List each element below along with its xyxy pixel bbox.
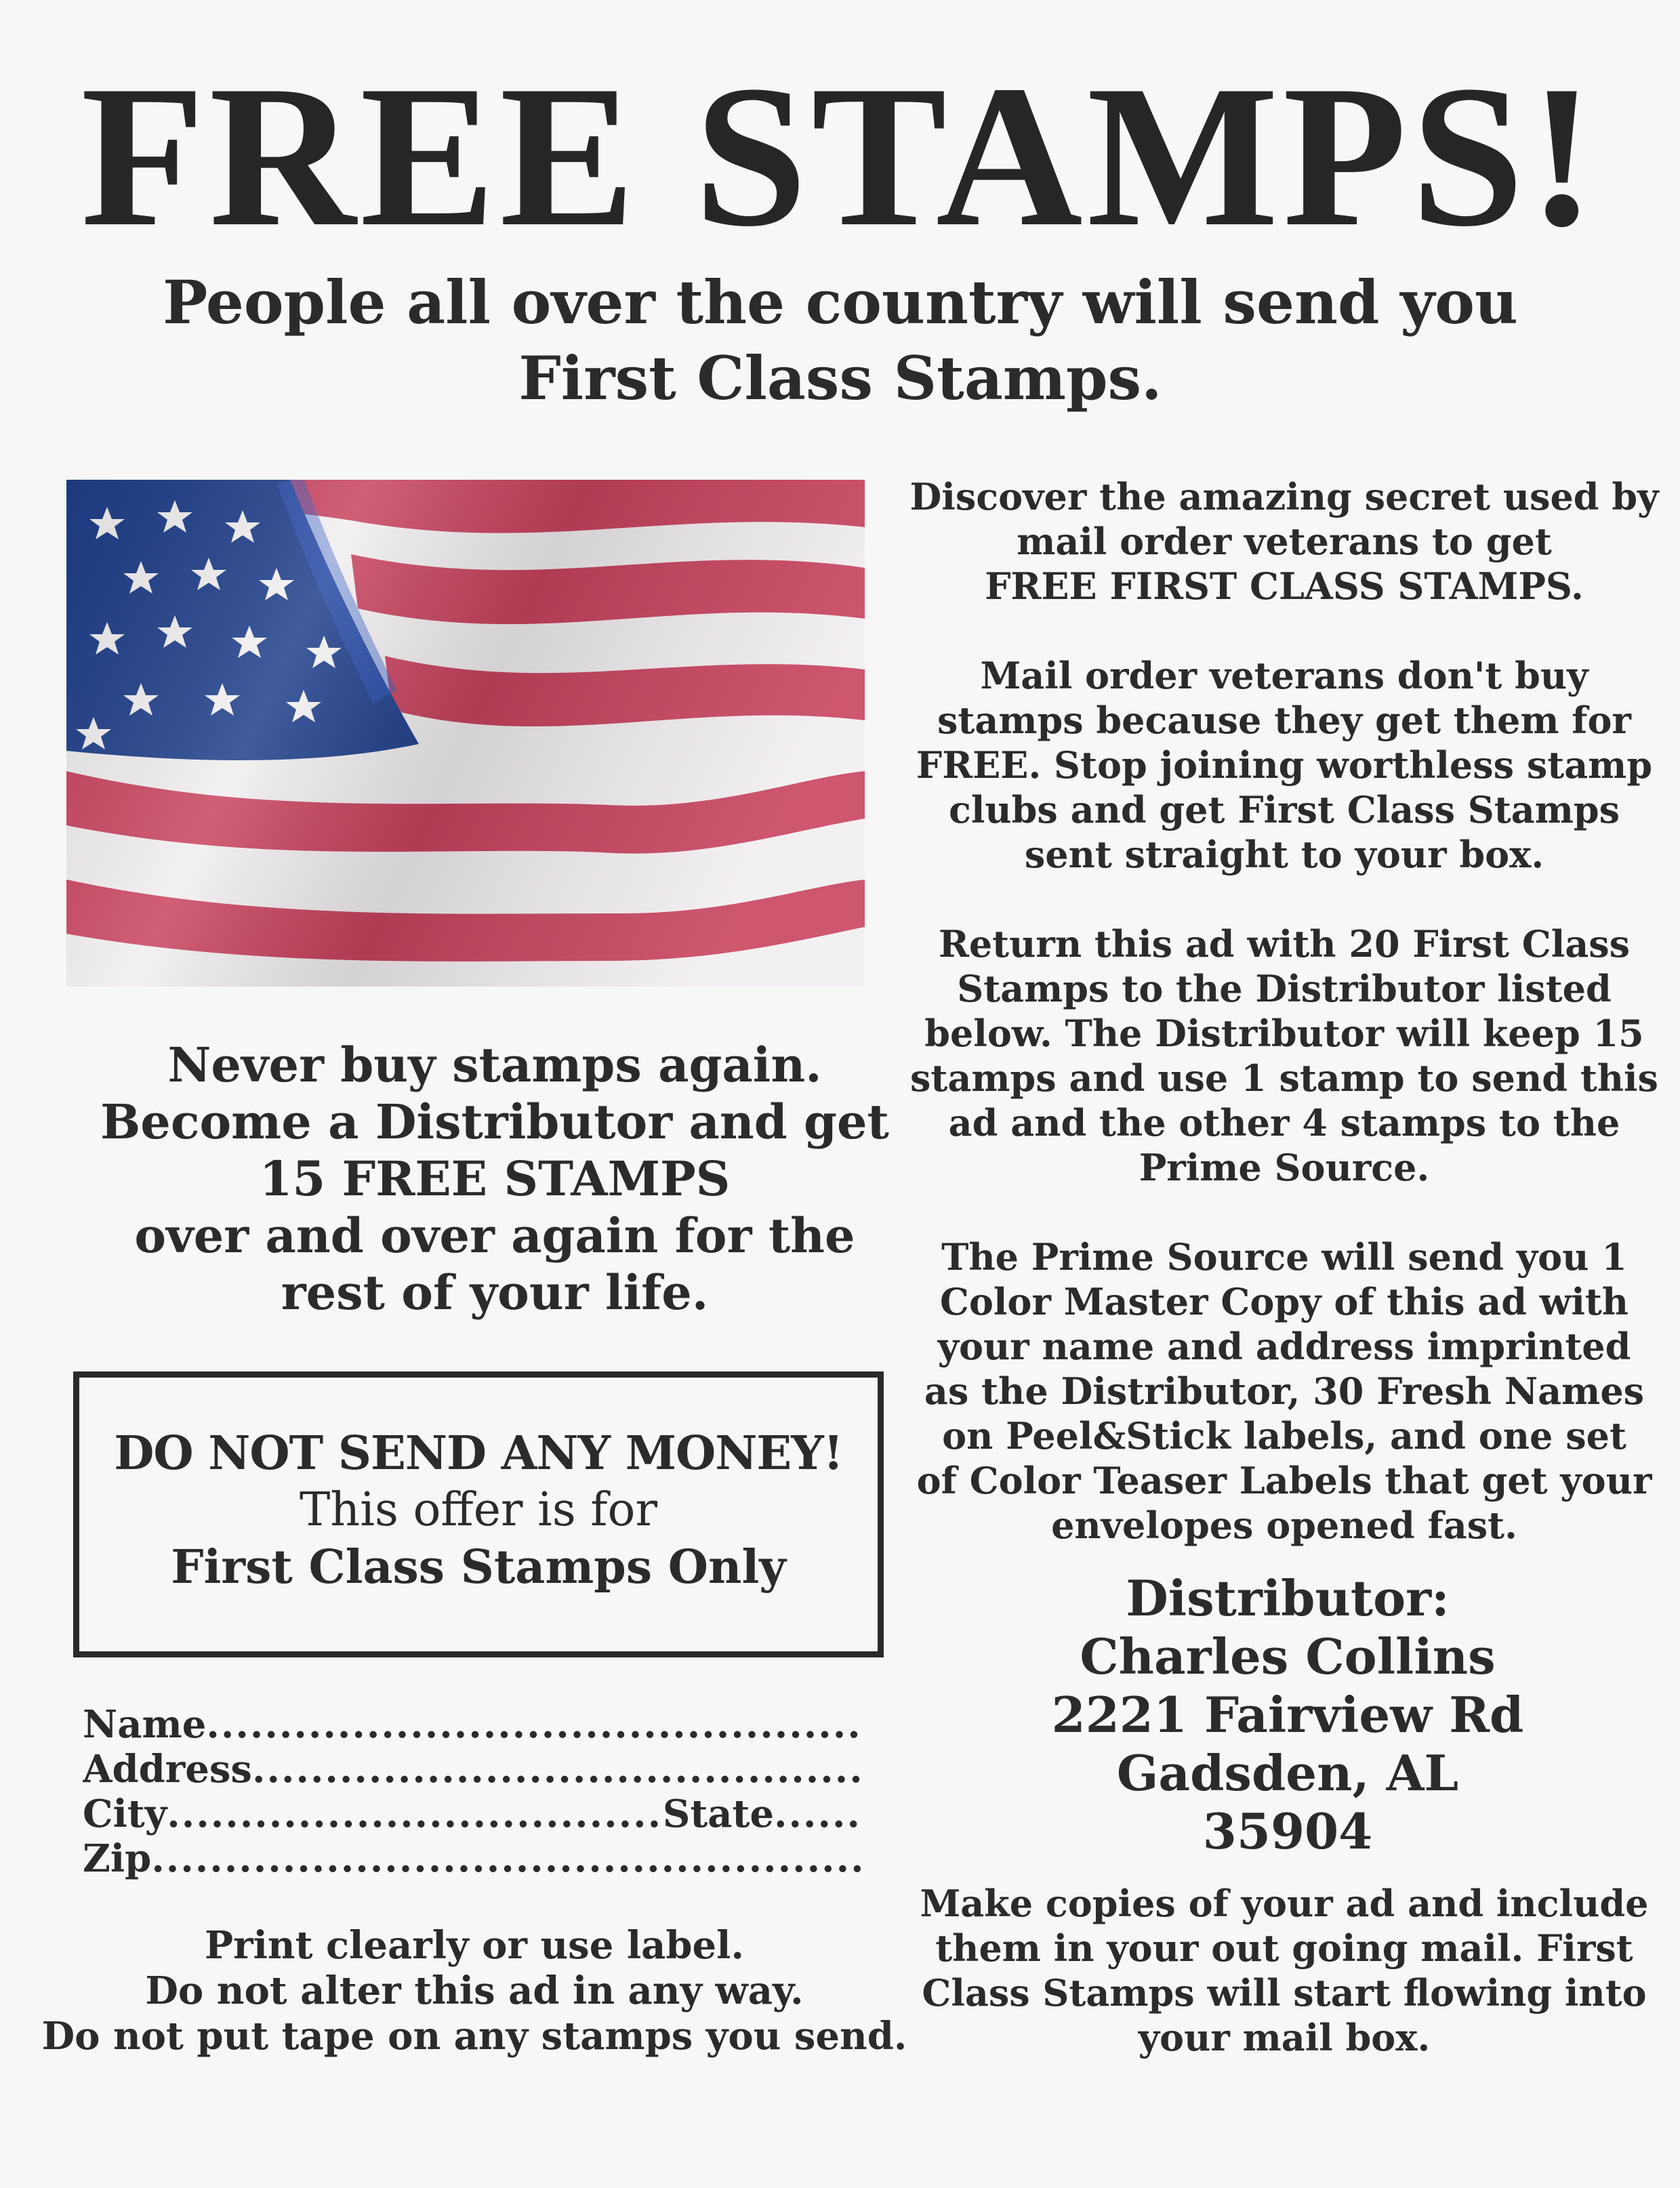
text-line: on Peel&Stick labels, and one set (942, 1414, 1626, 1458)
text-line: Stamps to the Distributor listed (957, 967, 1612, 1010)
text-line: Discover the amazing secret used by (909, 475, 1659, 518)
text-line: Color Master Copy of this ad with (939, 1280, 1629, 1323)
city-state-field[interactable] (83, 1792, 862, 1836)
text-line: mail order veterans to get (1017, 520, 1552, 563)
text-line: below. The Distributor will keep 15 (924, 1012, 1644, 1055)
offer-line: This offer is for (300, 1483, 657, 1537)
distributor-street: 2221 Fairview Rd (1051, 1686, 1524, 1743)
text-line: of Color Teaser Labels that get your (916, 1459, 1652, 1502)
paragraph-discover (908, 474, 1660, 608)
text-line: clubs and get First Class Stamps (948, 788, 1620, 831)
instruction-line: Do not put tape on any stamps you send. (41, 2014, 907, 2059)
distributor-city: Gadsden, AL (1116, 1744, 1459, 1802)
dotted-line (774, 1792, 862, 1836)
text-line: stamps and use 1 stamp to send this (910, 1056, 1658, 1100)
closing-text (901, 1881, 1667, 2060)
address-form (83, 1702, 862, 1881)
american-flag-image (66, 480, 865, 987)
dotted-line (206, 1702, 862, 1747)
pitch-line: over and over again for the (134, 1207, 855, 1264)
flag-graphic (66, 480, 865, 987)
instruction-line: Print clearly or use label. (205, 1923, 744, 1968)
closing-line: Class Stamps will start flowing into (922, 1971, 1647, 2015)
instructions (41, 1923, 908, 2059)
subhead-line: First Class Stamps. (518, 343, 1162, 413)
subhead (68, 264, 1613, 416)
text-line: FREE. Stop joining worthless stamp (916, 743, 1653, 787)
text-line: sent straight to your box. (1024, 833, 1544, 876)
right-column (908, 474, 1660, 1592)
distributor-name: Charles Collins (1080, 1628, 1496, 1685)
distributor-zip: 35904 (1202, 1802, 1373, 1860)
text-line: Mail order veterans don't buy (980, 654, 1589, 697)
text-line: Return this ad with 20 First Class (938, 922, 1631, 966)
pitch-line: 15 FREE STAMPS (259, 1151, 731, 1207)
text-line: ad and the other 4 stamps to the (948, 1101, 1620, 1144)
paragraph-return (908, 922, 1660, 1190)
dotted-line (252, 1747, 862, 1792)
offer-line: First Class Stamps Only (171, 1540, 786, 1594)
distributor-label: Distributor: (1126, 1569, 1450, 1627)
closing-line: your mail box. (1138, 2016, 1431, 2059)
text-line: FREE FIRST CLASS STAMPS. (985, 564, 1584, 608)
distributor-address (949, 1569, 1626, 1861)
text-line: envelopes opened fast. (1051, 1504, 1517, 1547)
pitch-line: Never buy stamps again. (167, 1037, 822, 1093)
subhead-line: People all over the country will send you (163, 267, 1518, 337)
name-label: Name (83, 1702, 207, 1747)
left-pitch-text (54, 1037, 935, 1321)
no-money-notice-box (73, 1371, 884, 1657)
closing-line: them in your out going mail. First (935, 1926, 1633, 1970)
dotted-line (167, 1792, 663, 1836)
text-line: as the Distributor, 30 Fresh Names (924, 1369, 1645, 1413)
zip-field[interactable] (83, 1836, 862, 1881)
paragraph-prime-source (908, 1235, 1660, 1548)
paragraph-veterans (908, 653, 1660, 877)
zip-label: Zip (83, 1836, 152, 1881)
state-label: State (662, 1792, 774, 1836)
closing-line: Make copies of your ad and include (920, 1882, 1649, 1925)
address-label: Address (83, 1747, 252, 1792)
text-line: stamps because they get them for (937, 699, 1632, 742)
text-line: Prime Source. (1139, 1146, 1430, 1189)
dotted-line (151, 1836, 862, 1881)
name-field[interactable] (83, 1702, 862, 1747)
city-label: City (83, 1792, 167, 1836)
text-line: your name and address imprinted (937, 1325, 1631, 1368)
no-money-heading: DO NOT SEND ANY MONEY! (114, 1426, 843, 1481)
pitch-line: Become a Distributor and get (100, 1094, 889, 1150)
instruction-line: Do not alter this ad in any way. (145, 1968, 804, 2013)
text-line: The Prime Source will send you 1 (941, 1235, 1627, 1279)
pitch-line: rest of your life. (281, 1264, 709, 1321)
address-field[interactable] (83, 1747, 862, 1792)
headline: FREE STAMPS! (81, 43, 1600, 268)
